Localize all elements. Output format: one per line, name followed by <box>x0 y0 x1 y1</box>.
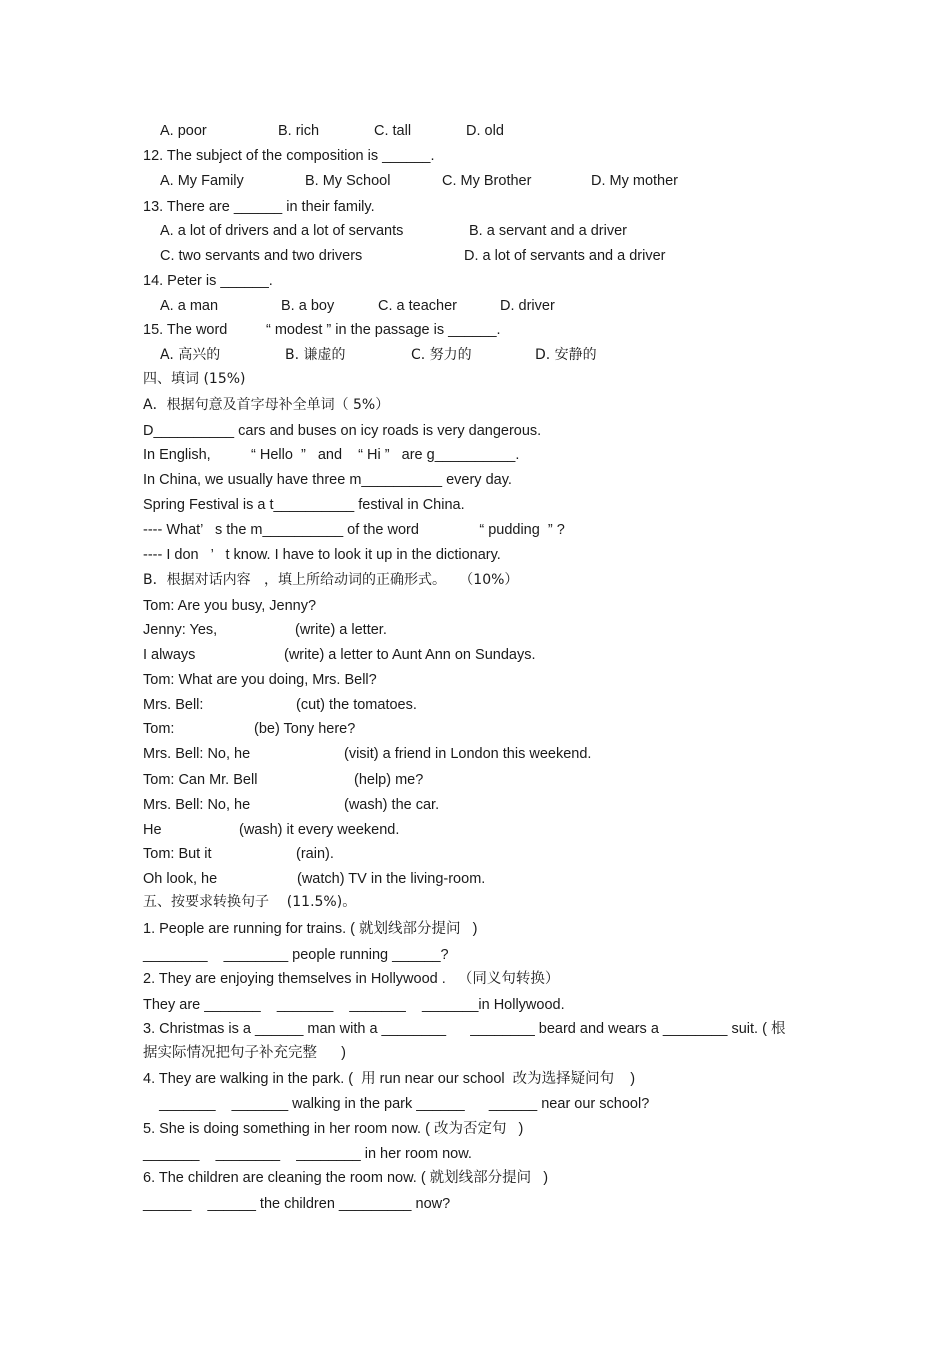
dialog-line-9-post: (wash) the car. <box>344 797 440 813</box>
transform-line-3: 2. They are enjoying themselves in Hollywood . （同义句转换） <box>143 971 560 987</box>
dialog-line-2-pre: Jenny: Yes, <box>143 622 218 638</box>
q15-option-a: A. 高兴的 <box>160 347 221 363</box>
dialog-line-7-post: (visit) a friend in London this weekend. <box>344 746 592 762</box>
dialog-line-8-post: (help) me? <box>354 772 424 788</box>
q14-option-b: B. a boy <box>281 298 335 314</box>
q14-option-d: D. driver <box>500 298 555 314</box>
transform-line-2: ________ ________ people running ______? <box>143 947 449 963</box>
dialog-line-8-pre: Tom: Can Mr. Bell <box>143 772 258 788</box>
q12-stem: 12. The subject of the composition is ______. <box>143 148 435 164</box>
fill-a-line-1: D__________ cars and buses on icy roads is very dangerous. <box>143 423 542 439</box>
q14-option-a: A. a man <box>160 298 219 314</box>
dialog-line-10-pre: He <box>143 822 162 838</box>
q14-option-c: C. a teacher <box>378 298 457 314</box>
dialog-line-4: Tom: What are you doing, Mrs. Bell? <box>143 672 377 688</box>
q11-option-c: C. tall <box>374 123 412 139</box>
dialog-line-6-post: (be) Tony here? <box>254 721 356 737</box>
q11-option-d: D. old <box>466 123 504 139</box>
transform-line-4: They are _______ _______ _______ _______in Hollywood. <box>143 997 565 1013</box>
transform-line-9: 5. She is doing something in her room now. ( 改为否定句 ) <box>143 1121 524 1137</box>
section4-part-a-title: A．根据句意及首字母补全单词（ 5%） <box>143 397 390 413</box>
dialog-line-12-pre: Oh look, he <box>143 871 218 887</box>
dialog-line-1: Tom: Are you busy, Jenny? <box>143 598 317 614</box>
fill-a-line-5: ---- What’ s the m__________ of the word “ pudding ” ? <box>143 522 565 538</box>
q15-stem-mid: “ modest ” in the passage is ______. <box>266 322 501 338</box>
dialog-line-7-pre: Mrs. Bell: No, he <box>143 746 251 762</box>
dialog-line-2-post: (write) a letter. <box>295 622 387 638</box>
transform-line-6: 据实际情况把句子补充完整 ) <box>143 1045 346 1061</box>
dialog-line-11-post: (rain). <box>296 846 334 862</box>
dialog-line-9-pre: Mrs. Bell: No, he <box>143 797 251 813</box>
q15-option-c: C. 努力的 <box>411 347 472 363</box>
q12-option-d: D. My mother <box>591 173 679 189</box>
fill-a-line-3: In China, we usually have three m__________ every day. <box>143 472 512 488</box>
transform-line-12: ______ ______ the children _________ now? <box>143 1196 451 1212</box>
fill-a-line-4: Spring Festival is a t__________ festival in China. <box>143 497 465 513</box>
dialog-line-11-pre: Tom: But it <box>143 846 212 862</box>
transform-line-1: 1. People are running for trains. ( 就划线部分提问 ) <box>143 921 478 937</box>
dialog-line-3-post: (write) a letter to Aunt Ann on Sundays. <box>284 647 536 663</box>
dialog-line-5-post: (cut) the tomatoes. <box>296 697 417 713</box>
transform-line-10: _______ ________ ________ in her room now. <box>143 1146 472 1162</box>
q13-option-c: C. two servants and two drivers <box>160 248 363 264</box>
section5-title: 五、按要求转换句子 (11.5%)。 <box>143 894 357 910</box>
transform-line-5: 3. Christmas is a ______ man with a ________ ________ beard and wears a ________ suit. ( 根 <box>143 1021 786 1037</box>
transform-line-8: _______ _______ walking in the park ______ ______ near our school? <box>143 1096 650 1112</box>
section4-title: 四、填词 (15%) <box>143 371 246 387</box>
q15-stem-start: 15. The word <box>143 322 228 338</box>
dialog-line-6-pre: Tom: <box>143 721 175 737</box>
fill-a-line-6: ---- I don ’ t know. I have to look it up in the dictionary. <box>143 547 501 563</box>
transform-line-11: 6. The children are cleaning the room now. ( 就划线部分提问 ) <box>143 1170 549 1186</box>
section4-part-b-title: B．根据对话内容 ，填上所给动词的正确形式。 （10%） <box>143 572 519 588</box>
q13-stem: 13. There are ______ in their family. <box>143 199 375 215</box>
q13-option-b: B. a servant and a driver <box>469 223 627 239</box>
q15-option-b: B. 谦虚的 <box>285 347 346 363</box>
transform-line-7: 4. They are walking in the park. ( 用 run near our school 改为选择疑问句 ) <box>143 1071 636 1087</box>
q11-option-b: B. rich <box>278 123 320 139</box>
q15-option-d: D. 安静的 <box>535 347 597 363</box>
q14-stem: 14. Peter is ______. <box>143 273 273 289</box>
dialog-line-10-post: (wash) it every weekend. <box>239 822 400 838</box>
dialog-line-3-pre: I always <box>143 647 196 663</box>
fill-a-line-2: In English, “ Hello ” and “ Hi ” are g__________. <box>143 447 520 463</box>
q13-option-a: A. a lot of drivers and a lot of servants <box>160 223 404 239</box>
dialog-line-12-post: (watch) TV in the living-room. <box>297 871 486 887</box>
q12-option-b: B. My School <box>305 173 391 189</box>
q13-option-d: D. a lot of servants and a driver <box>464 248 666 264</box>
q12-option-c: C. My Brother <box>442 173 532 189</box>
q12-option-a: A. My Family <box>160 173 244 189</box>
q11-option-a: A. poor <box>160 123 207 139</box>
dialog-line-5-pre: Mrs. Bell: <box>143 697 204 713</box>
